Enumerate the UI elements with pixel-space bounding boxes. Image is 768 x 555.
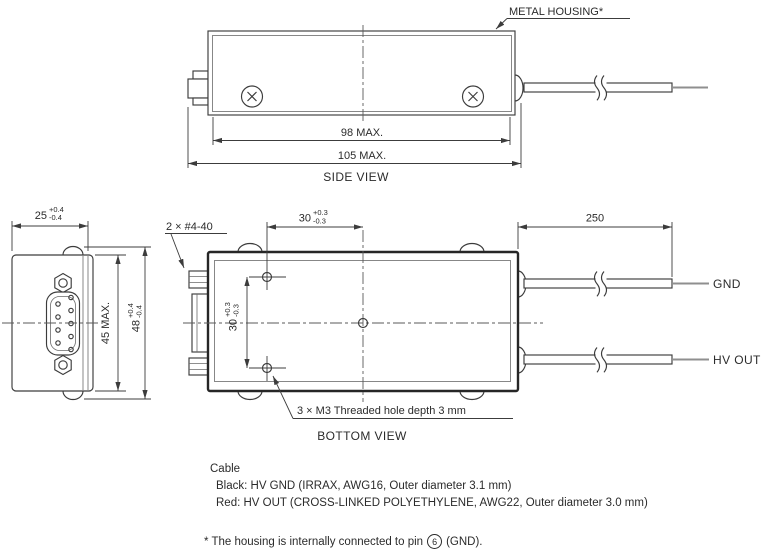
side-view	[188, 25, 708, 121]
side-cable-grommet	[515, 75, 523, 101]
pin-6-circled-icon: 6	[427, 534, 442, 549]
bottom-edge-bump	[238, 244, 262, 253]
end-view	[2, 247, 103, 400]
bottom-view-title: BOTTOM VIEW	[317, 429, 407, 443]
side-connector-body	[188, 79, 208, 98]
dim-48-tol-minus: -0.4	[134, 305, 144, 318]
metal-housing-callout	[496, 6, 630, 29]
dim-30h-tol-minus: -0.3	[313, 216, 326, 226]
dim-45-text: 45 MAX.	[100, 301, 112, 345]
side-housing-outline	[208, 31, 515, 115]
dim-30v-tol-plus: +0.3	[223, 302, 232, 317]
dim-25-tol-minus: -0.4	[49, 213, 62, 222]
side-connector-tab-top	[193, 71, 208, 79]
leader-arrow	[496, 19, 507, 30]
dim-30h-tol-plus: +0.3	[313, 208, 328, 217]
bottom-edge-bump	[238, 391, 262, 400]
dim-30v-value: 30	[227, 319, 240, 332]
dim-98-text: 98 MAX.	[340, 127, 384, 139]
side-connector-tab-bottom	[193, 98, 208, 105]
end-bottom-bump	[63, 391, 83, 400]
bottom-edge-bump	[460, 391, 484, 400]
bottom-connector-standoff-bottom	[189, 358, 208, 375]
cable-notes-heading: Cable	[210, 463, 241, 475]
bottom-edge-bump	[460, 244, 484, 253]
bottom-connector-standoff-top	[189, 271, 208, 288]
cable-note-black: Black: HV GND (IRRAX, AWG16, Outer diameter 3.1 mm)	[216, 480, 512, 492]
dim-48-text-group	[126, 303, 144, 332]
m3-holes-label: 3 × M3 Threaded hole depth 3 mm	[297, 405, 466, 417]
dim-30h-value: 30	[298, 212, 311, 225]
cable-note-red: Red: HV OUT (CROSS-LINKED POLYETHYLENE, AWG22, Outer diameter 3.0 mm)	[216, 497, 648, 509]
footnote-text-post: (GND).	[446, 535, 483, 548]
metal-housing-label: METAL HOUSING*	[509, 6, 604, 18]
dim-48-value: 48	[130, 320, 143, 333]
side-view-title: SIDE VIEW	[323, 170, 389, 184]
end-top-bump	[63, 247, 83, 256]
gnd-label: GND	[713, 277, 741, 291]
dsub-connector	[47, 292, 80, 355]
dim-105-text: 105 MAX.	[337, 150, 387, 162]
housing-footnote	[204, 534, 483, 549]
dim-25-tol-plus: +0.4	[49, 205, 64, 214]
leader-arrow	[171, 234, 184, 268]
dim-250-text: 250	[585, 212, 605, 225]
screw-spec-label: 2 × #4-40	[166, 221, 213, 233]
footnote-text-pre: * The housing is internally connected to pin	[204, 535, 424, 548]
dim-45-text-group	[100, 302, 112, 344]
dim-48-tol-plus: +0.4	[126, 303, 135, 318]
dim-30v-tol-minus: -0.3	[231, 304, 241, 317]
dim-25-value: 25	[34, 210, 47, 222]
cable-notes	[210, 461, 648, 512]
hv-out-label: HV OUT	[713, 353, 761, 367]
bottom-view	[183, 230, 709, 402]
